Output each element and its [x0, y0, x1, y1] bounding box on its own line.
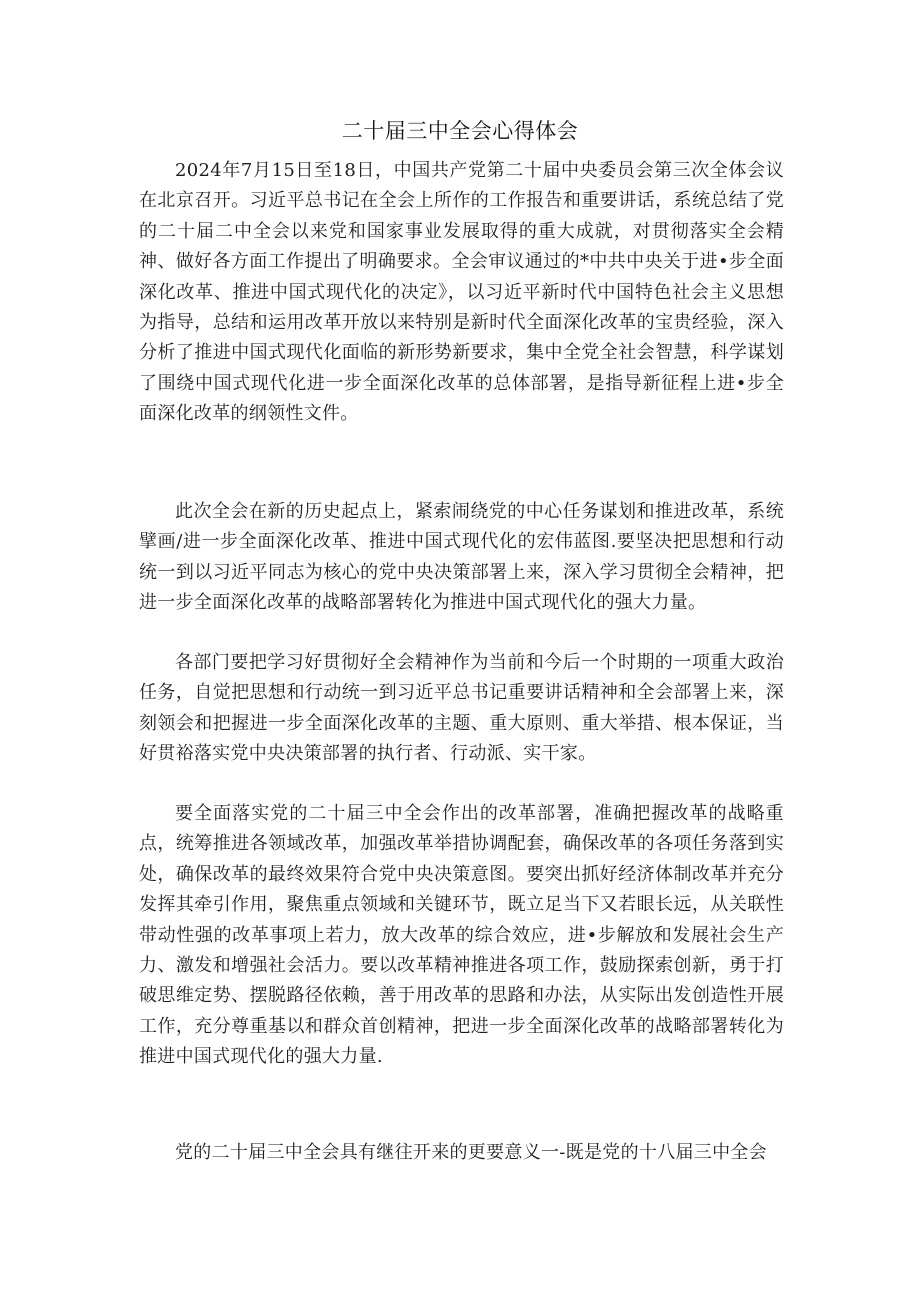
- paragraph-3: 各部门要把学习好贯彻好全会精神作为当前和今后一个时期的一项重大政治任务，自觉把思想和行动统一到习近平总书记重要讲话精神和全会部署上来，深刻领会和把握进一步全面深化改革的主题、重大原则、重大举措、根本保证，当好贯裕落实党中央决策部署的执行者、行动派、实干家。: [139, 652, 784, 765]
- paragraph-1: 2024年7月15日至18日，中国共产党第二十届中央委员会第三次全体会议在北京召开。习近平总书记在全会上所作的工作报告和重要讲话，系统总结了党的二十届二中全会以来党和国家事业发展取得的重大成就，对贯彻落实全会精神、做好各方面工作提出了明确要求。全会审议通过的*中共中央关于进•步全面深化改革、推进中国式现代化的决定》，以习近平新时代中国特色社会主义思想为指导，总结和运用改革开放以来特别是新时代全面深化改革的宝贵经验，深入分析了推进中国式现代化面临的新形势新要求，集中全党全社会智慧，科学谋划了围绕中国式现代化进一步全面深化改革的总体部署，是指导新征程上进•步全面深化改革的纲领性文件。: [139, 160, 784, 425]
- paragraph-4: 要全面落实党的二十届三中全会作出的改革部署，准确把握改革的战略重点，统筹推进各领域改革，加强改革举措协调配套，确保改革的各项任务落到实处，确保改革的最终效果符合党中央决策意图。要突出抓好经济体制改革并充分发挥其牵引作用，聚焦重点领域和关键环节，既立足当下又若眼长远，从关联性带动性强的改革事项上若力，放大改革的综合效应，进•步解放和发展社会生产力、激发和增强社会活力。要以改革精神推进各项工作，鼓励探索创新，勇于打破思维定势、摆脱路径依赖，善于用改革的思路和办法，从实际出发创造性开展工作，充分尊重基以和群众首创精神，把进一步全面深化改革的战略部署转化为推进中国式现代化的强大力量.: [139, 803, 784, 1068]
- paragraph-2: 此次全会在新的历史起点上，紧索闹绕党的中心任务谋划和推进改革，系统擘画/进一步全面深化改革、推进中国式现代化的宏伟蓝图.要坚决把思想和行动统一到以习近平同志为核心的党中央决策部署上来，深入学习贯彻全会精神，把进一步全面深化改革的战略部署转化为推进中国式现代化的强大力量。: [139, 501, 784, 614]
- paragraph-5: 党的二十届三中全会具有继往开来的更要意义一-既是党的十八届三中全会: [175, 1142, 767, 1163]
- document-title: 二十届三中全会心得体会: [341, 119, 579, 143]
